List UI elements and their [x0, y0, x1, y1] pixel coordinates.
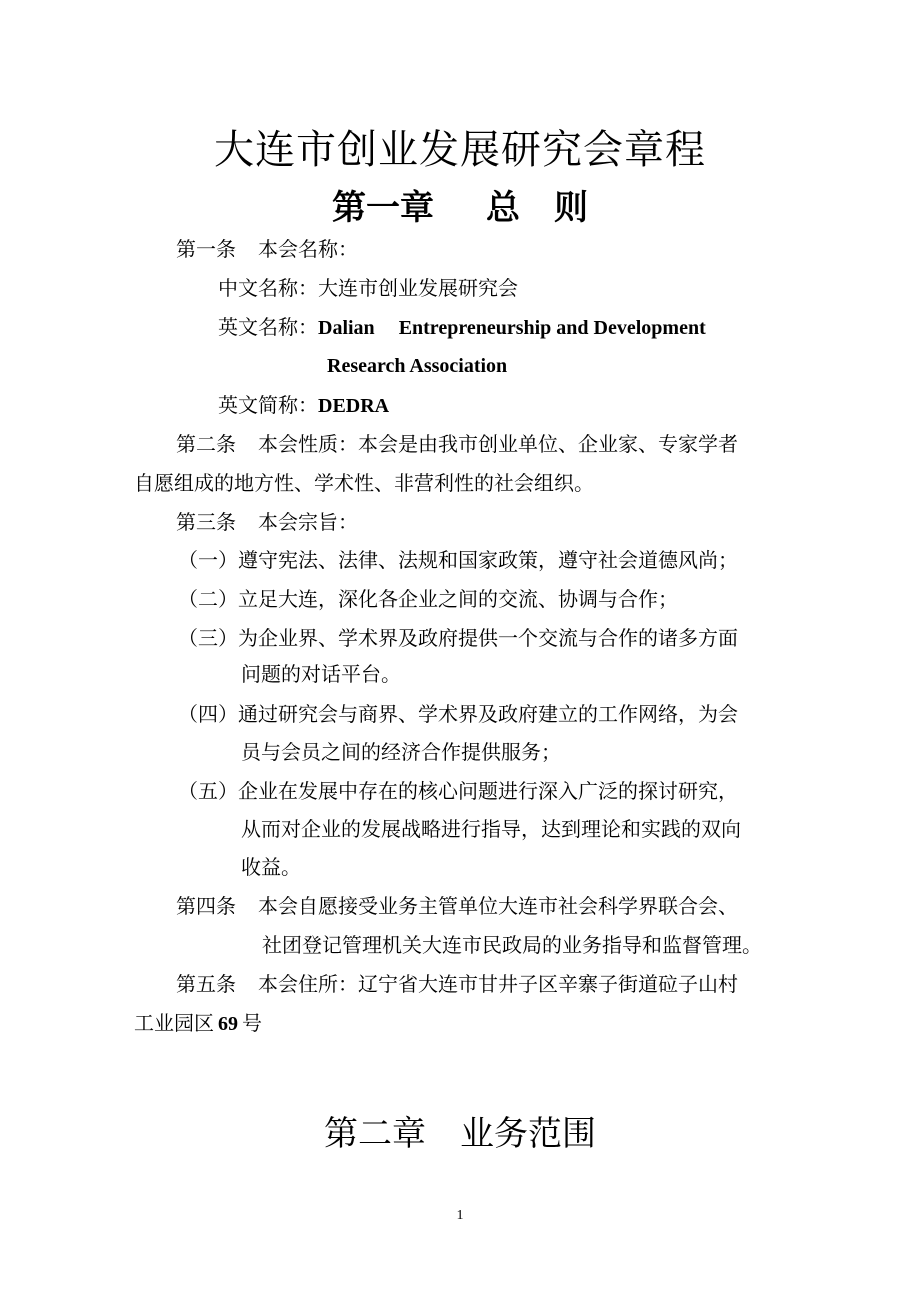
article-5-line-2-suffix: 号 — [242, 1011, 262, 1035]
article-5-line-2 — [134, 1009, 262, 1038]
purpose-item-4-number: （四） — [178, 702, 238, 726]
purpose-item-5-number: （五） — [178, 779, 238, 803]
article-2-line-2: 自愿组成的地方性、学术性、非营利性的社会组织。 — [134, 471, 594, 495]
purpose-item-5-line-3: 收益。 — [241, 855, 301, 879]
article-3 — [176, 508, 358, 536]
purpose-item-1-line-1: 遵守宪法、法律、法规和国家政策，遵守社会道德风尚； — [238, 548, 738, 572]
article-1-label: 第一条 — [176, 237, 236, 261]
article-5-house-number: 69 — [218, 1013, 238, 1035]
chinese-name-value: 大连市创业发展研究会 — [318, 276, 518, 300]
article-5 — [176, 970, 738, 998]
abbreviation-label: 英文简称： — [218, 393, 318, 417]
article-5-line-2-prefix: 工业园区 — [134, 1011, 214, 1035]
article-4-line-1: 本会自愿接受业务主管单位大连市社会科学界联合会、 — [258, 894, 738, 918]
article-3-label: 第三条 — [176, 510, 236, 534]
purpose-item-1-number: （一） — [178, 548, 238, 572]
article-4-label: 第四条 — [176, 894, 236, 918]
purpose-item-3-line-1: 为企业界、学术界及政府提供一个交流与合作的诸多方面 — [238, 626, 738, 650]
english-name-label: 英文名称： — [218, 315, 318, 339]
chapter-1-name: 总 则 — [486, 188, 588, 228]
purpose-item-5 — [178, 777, 738, 805]
article-2-label: 第二条 — [176, 432, 236, 456]
purpose-item-3-line-2: 问题的对话平台。 — [241, 662, 401, 686]
purpose-item-4-line-1: 通过研究会与商界、学术界及政府建立的工作网络，为会 — [238, 702, 738, 726]
purpose-item-3 — [178, 624, 738, 652]
abbreviation-line — [218, 391, 389, 420]
chapter-1-number: 第一章 — [332, 188, 434, 228]
purpose-item-2 — [178, 585, 678, 613]
purpose-item-2-line-1: 立足大连，深化各企业之间的交流、协调与合作； — [238, 587, 678, 611]
article-1-text: 本会名称： — [258, 237, 358, 261]
purpose-item-5-line-1: 企业在发展中存在的核心问题进行深入广泛的探讨研究， — [238, 779, 738, 803]
chinese-name-label: 中文名称： — [218, 276, 318, 300]
purpose-item-4-line-2: 员与会员之间的经济合作提供服务； — [241, 740, 561, 764]
article-4-line-2: 社团登记管理机关大连市民政局的业务指导和监督管理。 — [262, 933, 762, 957]
chapter-2-heading — [0, 1111, 920, 1157]
purpose-item-3-number: （三） — [178, 626, 238, 650]
document-title: 大连市创业发展研究会章程 — [214, 127, 706, 173]
chapter-1-heading — [0, 185, 920, 231]
english-name-part-1: Dalian — [318, 317, 375, 339]
chapter-2-number: 第二章 — [324, 1114, 426, 1154]
article-5-label: 第五条 — [176, 972, 236, 996]
article-1 — [176, 235, 358, 263]
abbreviation-value: DEDRA — [318, 395, 390, 417]
page-number: 1 — [456, 1208, 464, 1223]
english-name-line — [218, 313, 706, 342]
english-name-part-2: Entrepreneurship and Development — [398, 317, 706, 339]
article-3-text: 本会宗旨： — [258, 510, 358, 534]
english-name-part-3: Research Association — [327, 355, 508, 377]
article-2 — [176, 430, 738, 458]
chinese-name-line — [218, 274, 518, 302]
purpose-item-5-line-2: 从而对企业的发展战略进行指导，达到理论和实践的双向 — [241, 817, 741, 841]
purpose-item-4 — [178, 700, 738, 728]
purpose-item-1 — [178, 546, 738, 574]
article-2-line-1: 本会性质：本会是由我市创业单位、企业家、专家学者 — [258, 432, 738, 456]
article-5-line-1: 本会住所：辽宁省大连市甘井子区辛寨子街道砬子山村 — [258, 972, 738, 996]
purpose-item-2-number: （二） — [178, 587, 238, 611]
chapter-2-name: 业务范围 — [460, 1114, 596, 1154]
article-4 — [176, 892, 738, 920]
